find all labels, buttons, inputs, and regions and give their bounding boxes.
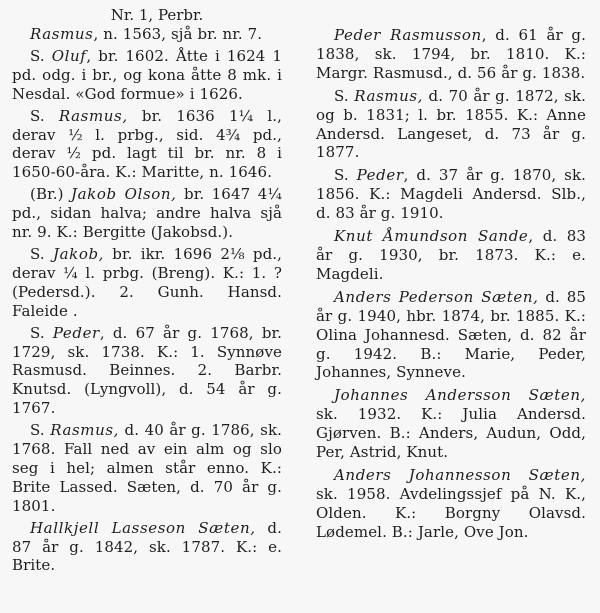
entry-text: sk. 1932. K.: Julia Andersd. Gjørven. B.: Anders, Audun, Odd, Per, Astrid, Knut. [316, 405, 586, 462]
entry-prefix: S. [30, 106, 59, 125]
genealogy-entry [12, 185, 282, 242]
person-name: Knut Åmundson Sande [334, 227, 529, 246]
genealogy-entry [12, 47, 282, 104]
genealogy-entry [12, 25, 282, 44]
entry-prefix: S. [30, 421, 51, 440]
genealogy-entry [12, 245, 282, 321]
person-name: Anders Johannesson Sæten, [334, 465, 586, 484]
genealogy-entry [316, 166, 586, 223]
entry-text: br. 1647 4¼ pd., sidan halva; andre halva sjå nr. 9. K.: Bergitte (Jakobsd.). [12, 185, 282, 242]
genealogy-entry [316, 227, 586, 284]
person-name: Anders Pederson Sæten, [334, 287, 539, 306]
entry-prefix: S. [30, 46, 52, 65]
entry-text: , d. 37 år g. 1870, sk. 1856. K.: Magdeli Andersd. Slb., d. 83 år g. 1910. [316, 166, 587, 223]
entry-text: d. 70 år g. 1872, sk. og b. 1831; l. br. 1855. K.: Anne Andersd. Langeset, d. 73 år g. 1877. [316, 86, 587, 162]
genealogy-entry [316, 386, 586, 462]
person-name: Peder Rasmusson [334, 26, 482, 44]
genealogy-entry [316, 466, 586, 542]
genealogy-entry [12, 324, 282, 419]
person-name: Johannes Andersson Sæten, [334, 386, 586, 405]
farm-heading: Nr. 1, Perbr. [110, 6, 204, 24]
entry-text: , d. 67 år g. 1768, br. 1729, sk. 1738. K.: 1. Synnøve Rasmusd. Beinnes. 2. Barbr. Knutsd. (Lyngvoll), d. 54 år g. 1767. [12, 323, 283, 418]
entry-prefix: S. [334, 166, 357, 185]
entry-text: d. 87 år g. 1842, sk. 1787. K.: e. Brite. [12, 518, 282, 575]
entry-prefix: (Br.) [30, 185, 71, 204]
genealogy-entry [316, 87, 586, 163]
genealogy-entry [12, 519, 282, 576]
genealogy-entry [316, 26, 586, 83]
entry-text: , d. 83 år g. 1930, br. 1873. K.: e. Magdeli. [316, 227, 586, 283]
entry-text: d. 40 år g. 1786, sk. 1768. Fall ned av ein alm og slo seg i hel; almen står enno. K.: Brite Lassed. Sæten, d. 70 år g. 1801. [12, 421, 283, 515]
column-spacer [316, 6, 586, 26]
person-name: Peder [52, 323, 100, 342]
person-name: Oluf [51, 46, 87, 65]
person-name: Rasmus [30, 25, 94, 43]
entry-text: , n. 1563, sjå br. nr. 7. [93, 25, 263, 43]
genealogy-entry [12, 421, 282, 516]
genealogy-entry [12, 107, 282, 183]
entry-text: br. ikr. 1696 2⅛ pd., derav ¼ l. prbg. (Breng). K.: 1. ? (Pedersd.). 2. Gunh. Hansd. Faleide . [12, 244, 283, 320]
person-name: Rasmus, [50, 421, 120, 440]
entry-text: sk. 1958. Avdelingssjef på N. K., Olden. K.: Borgny Olavsd. Lødemel. B.: Jarle, Ove Jon. [316, 484, 586, 541]
right-column [316, 6, 586, 546]
genealogy-entry [316, 288, 586, 383]
entry-prefix: S. [334, 86, 355, 105]
person-name: Jakob, [52, 244, 105, 263]
person-name: Peder [356, 166, 404, 185]
person-name: Rasmus, [354, 86, 424, 105]
entry-prefix: S. [30, 244, 53, 263]
left-column [12, 6, 282, 578]
entry-prefix: S. [30, 323, 53, 342]
entry-text: br. 1636 1¼ l., derav ½ l. prbg., sid. 4¾ pd., derav ½ pd. lagt til br. nr. 8 i 1650-60-åra. K.: Maritte, n. 1646. [12, 106, 283, 182]
entry-text: , d. 61 år g. 1838, sk. 1794, br. 1810. K.: Margr. Rasmusd., d. 56 år g. 1838. [316, 26, 586, 82]
entry-text: d. 85 år g. 1940, hbr. 1874, br. 1885. K.: Olina Johannesd. Sæten, d. 82 år g. 1942. B.: Marie, Peder, Johannes, Synneve. [316, 287, 586, 382]
person-name: Jakob Olson, [71, 185, 177, 204]
person-name: Rasmus, [58, 106, 128, 125]
entry-text: , br. 1602. Åtte i 1624 1 pd. odg. i br., og kona åtte 8 mk. i Nesdal. «God formue» i 1626. [12, 46, 282, 103]
person-name: Hallkjell Lasseson Sæten, [30, 518, 256, 537]
